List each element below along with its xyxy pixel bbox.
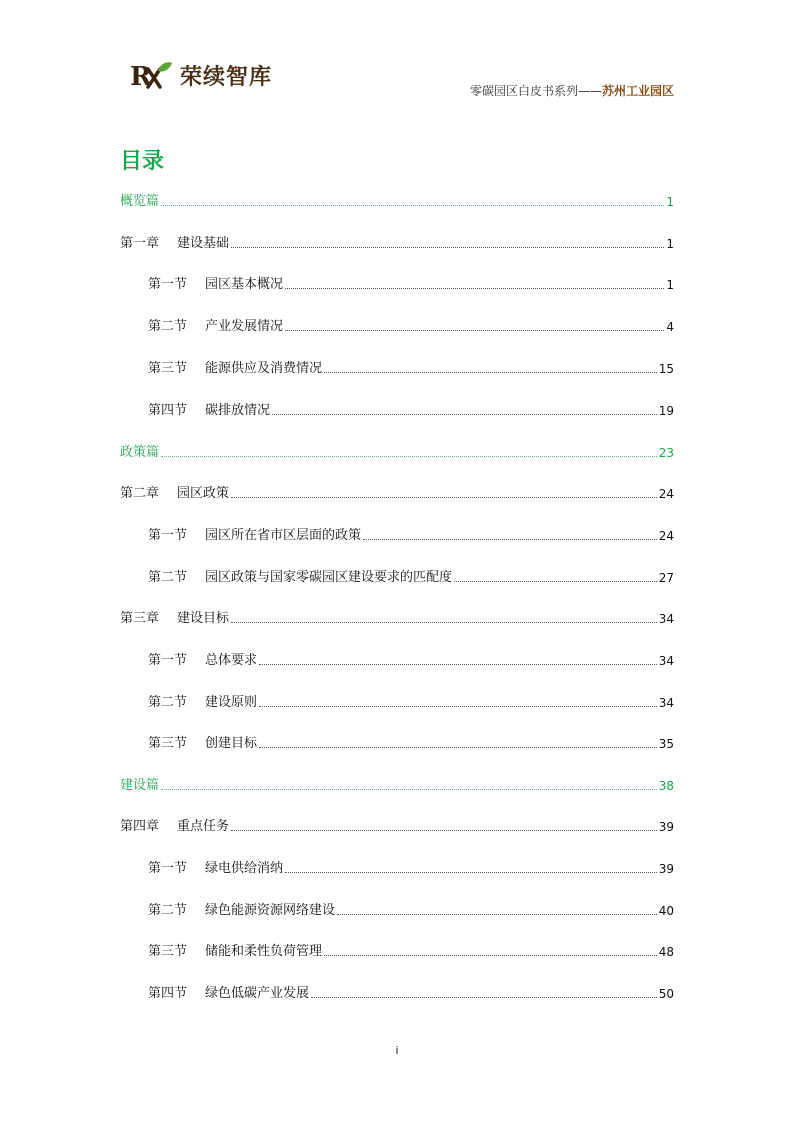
series-prefix: 零碳园区白皮书系列——: [469, 84, 602, 98]
toc-entry-chapter[interactable]: [120, 482, 674, 502]
toc-entry-number: 第二节: [148, 903, 188, 918]
toc-entry-section[interactable]: [148, 732, 674, 752]
toc-entry-label: 产业发展情况: [205, 319, 284, 334]
toc-dot-leader: [324, 372, 657, 373]
toc-entry-number: 第二节: [148, 319, 188, 334]
toc-dot-leader: [231, 622, 657, 623]
toc-dot-leader: [161, 205, 664, 206]
toc-entry-page: 34: [658, 696, 674, 710]
toc-dot-leader: [285, 288, 664, 289]
toc-dot-leader: [337, 914, 657, 915]
toc-entry-page: 50: [658, 987, 674, 1001]
rx-logo-icon: [130, 59, 174, 91]
toc-entry-chapter[interactable]: [120, 607, 674, 627]
toc-entry-label: 建设篇: [120, 778, 160, 793]
toc-entry-chapter[interactable]: [120, 815, 674, 835]
toc-dot-leader: [259, 706, 657, 707]
toc-dot-leader: [231, 497, 657, 498]
toc-entry-section[interactable]: [148, 982, 674, 1002]
logo-text: 荣续智库: [180, 64, 273, 90]
toc-entry-number: 第三节: [148, 944, 188, 959]
toc-entry-section[interactable]: [148, 649, 674, 669]
toc-entry-number: 第三章: [120, 611, 160, 626]
toc-entry-page: 24: [658, 529, 674, 543]
toc-entry-label: 储能和柔性负荷管理: [205, 944, 323, 959]
toc-entry-label: 重点任务: [177, 819, 230, 834]
toc-dot-leader: [259, 747, 657, 748]
toc-entry-label: 建设目标: [177, 611, 230, 626]
toc-entry-section[interactable]: [148, 940, 674, 960]
toc-dot-leader: [285, 330, 664, 331]
toc-entry-page: 4: [666, 320, 674, 334]
toc-entry-label: 碳排放情况: [205, 403, 271, 418]
toc-dot-leader: [272, 414, 657, 415]
toc-entry-chapter[interactable]: [120, 232, 674, 252]
toc-entry-label: 创建目标: [205, 736, 258, 751]
toc-dot-leader: [259, 664, 657, 665]
toc-entry-label: 概览篇: [120, 194, 160, 209]
toc-dot-leader: [311, 997, 657, 998]
toc-entry-section[interactable]: [148, 357, 674, 377]
toc-entry-section[interactable]: [148, 315, 674, 335]
toc-entry-label: 园区基本概况: [205, 277, 284, 292]
toc-entry-page: 27: [658, 571, 674, 585]
toc-entry-page: 34: [658, 654, 674, 668]
toc-entry-part[interactable]: [120, 190, 674, 210]
toc-entry-number: 第一节: [148, 861, 188, 876]
toc-entry-number: 第四节: [148, 986, 188, 1001]
toc-dot-leader: [324, 955, 657, 956]
toc-entry-page: 1: [666, 237, 674, 251]
brand-logo: [130, 58, 272, 92]
toc-entry-section[interactable]: [148, 524, 674, 544]
toc-entry-page: 15: [658, 362, 674, 376]
toc-entry-page: 24: [658, 487, 674, 501]
toc-entry-section[interactable]: [148, 273, 674, 293]
toc-entry-part[interactable]: [120, 774, 674, 794]
toc-entry-section[interactable]: [148, 566, 674, 586]
toc-entry-label: 总体要求: [205, 653, 258, 668]
toc-entry-label: 政策篇: [120, 445, 160, 460]
toc-entry-number: 第二章: [120, 486, 160, 501]
toc-entry-page: 23: [658, 446, 674, 460]
toc-entry-section[interactable]: [148, 857, 674, 877]
toc-entry-page: 39: [658, 820, 674, 834]
toc-entry-number: 第三节: [148, 736, 188, 751]
toc-entry-number: 第二节: [148, 695, 188, 710]
toc-entry-section[interactable]: [148, 399, 674, 419]
toc-entry-section[interactable]: [148, 899, 674, 919]
toc-entry-number: 第一节: [148, 653, 188, 668]
toc-entry-page: 48: [658, 945, 674, 959]
toc-entry-label: 绿电供给消纳: [205, 861, 284, 876]
toc-entry-number: 第四章: [120, 819, 160, 834]
toc-entry-number: 第二节: [148, 570, 188, 585]
toc-entry-number: 第三节: [148, 361, 188, 376]
series-park-name: 苏州工业园区: [601, 84, 674, 98]
toc-dot-leader: [363, 539, 657, 540]
toc-dot-leader: [285, 872, 657, 873]
toc-entry-label: 能源供应及消费情况: [205, 361, 323, 376]
toc-entry-number: 第一节: [148, 528, 188, 543]
toc-entry-page: 38: [658, 779, 674, 793]
toc-entry-page: 19: [658, 404, 674, 418]
toc-entry-label: 建设基础: [177, 236, 230, 251]
toc-title: 目录: [120, 149, 165, 174]
toc-entry-label: 建设原则: [205, 695, 258, 710]
footer-page-number: i: [395, 1044, 399, 1057]
toc-entry-section[interactable]: [148, 691, 674, 711]
toc-entry-label: 园区政策: [177, 486, 230, 501]
toc-entry-page: 35: [658, 737, 674, 751]
toc-dot-leader: [161, 789, 657, 790]
toc-entry-label: 园区政策与国家零碳园区建设要求的匹配度: [205, 570, 453, 585]
toc-entry-number: 第四节: [148, 403, 188, 418]
toc-dot-leader: [231, 247, 664, 248]
svg-text:R: R: [130, 62, 152, 91]
toc-entry-label: 绿色能源资源网络建设: [205, 903, 336, 918]
toc-entry-number: 第一章: [120, 236, 160, 251]
toc-dot-leader: [161, 456, 657, 457]
toc-entry-part[interactable]: [120, 441, 674, 461]
toc-entry-page: 1: [666, 278, 674, 292]
toc-entry-page: 1: [666, 195, 674, 209]
toc-entry-label: 园区所在省市区层面的政策: [205, 528, 362, 543]
toc-entry-page: 40: [658, 904, 674, 918]
toc-entry-page: 39: [658, 862, 674, 876]
header-series-title: [470, 82, 674, 99]
toc-dot-leader: [454, 581, 657, 582]
toc-entry-page: 34: [658, 612, 674, 626]
toc-entry-label: 绿色低碳产业发展: [205, 986, 310, 1001]
toc-entry-number: 第一节: [148, 277, 188, 292]
toc-dot-leader: [231, 830, 657, 831]
